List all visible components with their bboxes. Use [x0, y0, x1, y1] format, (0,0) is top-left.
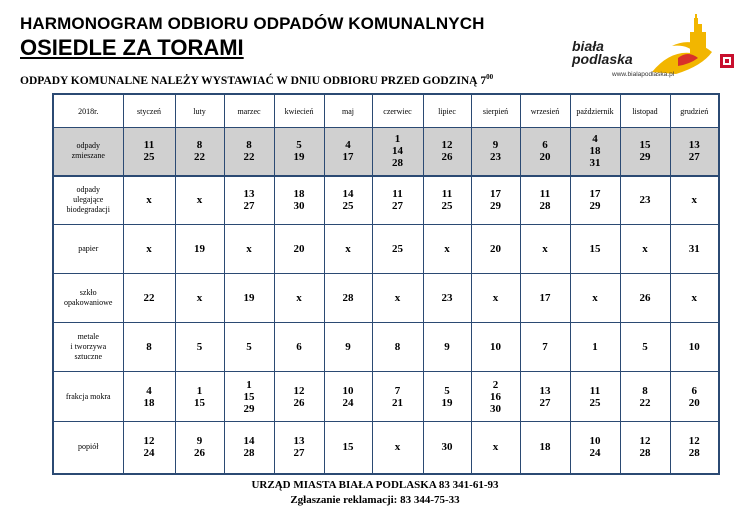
pickup-day: 27 — [293, 447, 305, 460]
month-header-cell: sierpień — [471, 94, 520, 128]
pickup-days-cell — [471, 422, 520, 474]
pickup-days-cell — [123, 274, 175, 323]
complaints-contact: Zgłaszanie reklamacji: 83 344-75-33 — [290, 494, 460, 506]
waste-type-row — [53, 372, 719, 422]
pickup-days-cell — [670, 372, 719, 422]
pickup-days-cell — [423, 372, 471, 422]
pickup-day: 22 — [243, 151, 255, 164]
pickup-day: 30 — [441, 441, 453, 454]
pickup-days-cell — [670, 225, 719, 274]
pickup-day: 1 — [246, 378, 252, 391]
pickup-day: 26 — [639, 292, 651, 304]
pickup-day: 28 — [392, 157, 403, 170]
document-title: HARMONOGRAM ODBIORU ODPADÓW KOMUNALNYCH — [20, 14, 485, 33]
pickup-days-cell — [372, 422, 423, 474]
pickup-day: 16 — [490, 390, 501, 403]
pickup-day: 28 — [688, 447, 700, 460]
pickup-day: 9 — [196, 435, 203, 448]
pickup-day: 28 — [539, 200, 551, 213]
pickup-day: 19 — [194, 243, 205, 255]
city-logo — [572, 14, 738, 82]
pickup-day: 17 — [490, 188, 501, 201]
pickup-day: 15 — [194, 396, 205, 409]
pickup-days-cell — [224, 274, 274, 323]
pickup-days-cell — [570, 128, 620, 176]
pickup-days-cell — [224, 422, 274, 474]
pickup-days-cell — [471, 323, 520, 372]
pickup-days-cell — [224, 225, 274, 274]
logo-url: www.bialapodlaska.pl — [612, 71, 675, 78]
pickup-day: 20 — [293, 243, 305, 255]
pickup-day: 13 — [243, 188, 255, 201]
pickup-days-cell — [224, 372, 274, 422]
pickup-days-cell — [372, 372, 423, 422]
pickup-days-cell — [123, 225, 175, 274]
pickup-days-cell — [620, 323, 670, 372]
pickup-day: 4 — [592, 133, 598, 146]
pickup-days-cell — [520, 128, 570, 176]
pickup-day: 15 — [342, 441, 354, 454]
pickup-day: 14 — [342, 188, 354, 201]
pickup-days-cell — [520, 323, 570, 372]
waste-type-row — [53, 422, 719, 474]
pickup-days-cell — [274, 176, 324, 225]
pickup-days-cell — [324, 323, 372, 372]
pickup-day: 28 — [243, 447, 255, 460]
pickup-days-cell — [224, 323, 274, 372]
pickup-days-cell — [324, 128, 372, 176]
pickup-day: 27 — [539, 396, 551, 409]
pickup-day: 10 — [342, 384, 354, 397]
pickup-days-cell — [423, 274, 471, 323]
pickup-days-cell — [175, 422, 224, 474]
pickup-day: 25 — [392, 243, 403, 255]
pickup-days-cell — [274, 225, 324, 274]
waste-type-row — [53, 176, 719, 225]
pickup-day: 26 — [194, 447, 205, 460]
pickup-day: 7 — [394, 384, 401, 397]
pickup-day: 5 — [246, 341, 252, 353]
pickup-day: 11 — [441, 188, 453, 201]
pickup-day: 5 — [444, 384, 450, 397]
pickup-day: 17 — [539, 292, 551, 304]
pickup-day: 12 — [688, 435, 700, 448]
pickup-day: 14 — [392, 145, 403, 158]
month-header-cell: czerwiec — [372, 94, 423, 128]
pickup-day: 13 — [539, 384, 551, 397]
pickup-days-cell — [670, 274, 719, 323]
pickup-day: 5 — [296, 139, 302, 152]
pickup-day: x — [492, 292, 499, 304]
month-header-cell: lipiec — [423, 94, 471, 128]
pickup-days-cell — [324, 225, 372, 274]
pickup-days-cell — [274, 422, 324, 474]
pickup-day: 10 — [688, 341, 700, 353]
pickup-days-cell — [620, 128, 670, 176]
pickup-day: 20 — [539, 151, 551, 164]
pickup-day: 27 — [688, 151, 700, 164]
pickup-days-cell — [175, 274, 224, 323]
pickup-days-cell — [670, 422, 719, 474]
pickup-days-cell — [123, 128, 175, 176]
pickup-day: 15 — [589, 243, 601, 255]
pickup-days-cell — [471, 274, 520, 323]
pickup-day: 6 — [691, 384, 697, 397]
logo-line-1: biała — [572, 38, 604, 54]
pickup-day: 25 — [342, 200, 354, 213]
pickup-day: 4 — [146, 384, 152, 397]
year-header-cell: 2018r. — [53, 94, 123, 128]
logo-wordmark — [572, 40, 633, 66]
waste-type-label: frakcja mokra — [53, 372, 123, 422]
pickup-day: 8 — [146, 341, 152, 353]
pickup-day: 12 — [143, 435, 155, 448]
city-office-contact: URZĄD MIASTA BIAŁA PODLASKA 83 341-61-93 — [251, 479, 499, 491]
pickup-day: 29 — [589, 200, 601, 213]
pickup-day: 12 — [293, 384, 305, 397]
pickup-day: 18 — [293, 188, 305, 201]
pickup-days-cell — [324, 422, 372, 474]
pickup-days-cell — [520, 422, 570, 474]
pickup-days-cell — [620, 372, 670, 422]
pickup-day: 10 — [490, 341, 501, 353]
waste-type-label: odpady ulegające biodegradacji — [53, 176, 123, 225]
pickup-day: 8 — [196, 139, 203, 152]
pickup-day: 10 — [589, 435, 601, 448]
pickup-day: 17 — [342, 151, 354, 164]
pickup-day: x — [296, 292, 302, 304]
pickup-day: 29 — [243, 402, 255, 415]
pickup-days-cell — [372, 225, 423, 274]
pickup-day: 2 — [492, 378, 499, 391]
pickup-day: x — [444, 243, 450, 255]
month-header-row — [53, 94, 719, 128]
waste-type-label: papier — [53, 225, 123, 274]
pickup-day: x — [246, 243, 252, 255]
waste-type-label: odpady zmieszane — [53, 128, 123, 176]
month-header-cell: grudzień — [670, 94, 719, 128]
pickup-day: 30 — [293, 200, 305, 213]
pickup-days-cell — [570, 176, 620, 225]
pickup-day: x — [394, 441, 401, 454]
pickup-days-cell — [670, 176, 719, 225]
pickup-days-cell — [224, 128, 274, 176]
waste-type-label: szkło opakowaniowe — [53, 274, 123, 323]
month-header-cell: marzec — [224, 94, 274, 128]
pickup-day: 23 — [490, 151, 501, 164]
district-title: OSIEDLE ZA TORAMI — [20, 35, 244, 60]
collection-schedule-table — [52, 93, 720, 475]
pickup-days-cell — [423, 128, 471, 176]
pickup-days-cell — [471, 176, 520, 225]
pickup-day: 20 — [490, 243, 501, 255]
pickup-day: 26 — [441, 151, 453, 164]
pickup-day: x — [146, 243, 152, 255]
pickup-days-cell — [471, 225, 520, 274]
pickup-days-cell — [372, 323, 423, 372]
pickup-day: 9 — [345, 341, 351, 353]
pickup-days-cell — [324, 176, 372, 225]
pickup-day: 1 — [592, 341, 598, 353]
pickup-days-cell — [670, 323, 719, 372]
pickup-day: 11 — [589, 384, 601, 397]
pickup-days-cell — [670, 128, 719, 176]
pickup-day: 13 — [688, 139, 700, 152]
pickup-day: 23 — [639, 194, 651, 207]
waste-type-label: metale i tworzywa sztuczne — [53, 323, 123, 372]
pickup-day: x — [492, 441, 499, 454]
month-header-cell: październik — [570, 94, 620, 128]
pickup-day: 22 — [194, 151, 205, 164]
pickup-days-cell — [520, 372, 570, 422]
pickup-day: 31 — [688, 243, 700, 255]
pickup-day: x — [196, 292, 203, 304]
pickup-day: 19 — [441, 396, 453, 409]
pickup-day: 27 — [392, 200, 403, 213]
month-header-cell: styczeń — [123, 94, 175, 128]
logo-line-2: podlaska — [572, 51, 633, 67]
pickup-day: 4 — [345, 139, 351, 152]
pickup-day: 1 — [196, 384, 203, 397]
pickup-day: 11 — [539, 188, 551, 201]
pickup-day: x — [146, 194, 152, 207]
pickup-days-cell — [274, 323, 324, 372]
pickup-day: x — [691, 194, 697, 207]
pickup-day: 8 — [642, 384, 648, 397]
pickup-day: x — [642, 243, 648, 255]
month-header-cell: listopad — [620, 94, 670, 128]
pickup-days-cell — [570, 422, 620, 474]
pickup-day: 6 — [296, 341, 302, 353]
pickup-day: 18 — [539, 441, 551, 454]
pickup-day: 28 — [342, 292, 354, 304]
pickup-days-cell — [175, 225, 224, 274]
pickup-day: 18 — [589, 145, 601, 158]
pickup-days-cell — [274, 128, 324, 176]
month-header-cell: wrzesień — [520, 94, 570, 128]
pickup-days-cell — [175, 176, 224, 225]
pickup-day: x — [345, 243, 351, 255]
pickup-day: 25 — [441, 200, 453, 213]
waste-type-row — [53, 274, 719, 323]
waste-type-label: popiół — [53, 422, 123, 474]
pickup-day: 15 — [639, 139, 651, 152]
pickup-days-cell — [372, 128, 423, 176]
pickup-days-cell — [520, 225, 570, 274]
pickup-day: x — [592, 292, 598, 304]
waste-type-row — [53, 323, 719, 372]
pickup-days-cell — [620, 422, 670, 474]
pickup-days-cell — [423, 323, 471, 372]
pickup-day: 13 — [293, 435, 305, 448]
pickup-day: 24 — [143, 447, 155, 460]
pickup-day: 31 — [589, 157, 601, 170]
pickup-day: x — [394, 292, 401, 304]
collection-notice — [20, 73, 493, 87]
pickup-days-cell — [471, 372, 520, 422]
pickup-day: 22 — [143, 292, 155, 304]
pickup-day: 11 — [392, 188, 403, 201]
pickup-day: 24 — [342, 396, 354, 409]
pickup-days-cell — [423, 422, 471, 474]
pickup-days-cell — [123, 323, 175, 372]
pickup-day: 27 — [243, 200, 255, 213]
pickup-day: 28 — [639, 447, 651, 460]
pickup-day: 23 — [441, 292, 453, 304]
pickup-day: 7 — [542, 341, 548, 353]
pickup-days-cell — [570, 274, 620, 323]
pickup-days-cell — [620, 176, 670, 225]
pickup-day: 21 — [392, 396, 403, 409]
pickup-day: 30 — [490, 402, 501, 415]
pickup-day: 19 — [293, 151, 305, 164]
pickup-day: 22 — [639, 396, 651, 409]
pickup-days-cell — [274, 274, 324, 323]
pickup-day: 24 — [589, 447, 601, 460]
pickup-day: 9 — [492, 139, 499, 152]
pickup-days-cell — [520, 274, 570, 323]
pickup-day: 11 — [143, 139, 155, 152]
pickup-days-cell — [471, 128, 520, 176]
pickup-day: 17 — [589, 188, 601, 201]
pickup-day: 9 — [444, 341, 450, 353]
pickup-day: 12 — [639, 435, 651, 448]
pickup-days-cell — [620, 274, 670, 323]
pickup-day: 26 — [293, 396, 305, 409]
pickup-day: 25 — [143, 151, 155, 164]
pickup-days-cell — [570, 372, 620, 422]
pickup-day: 1 — [394, 133, 401, 146]
month-header-cell: luty — [175, 94, 224, 128]
pickup-days-cell — [570, 323, 620, 372]
pickup-day: 5 — [196, 341, 203, 353]
month-header-cell: maj — [324, 94, 372, 128]
pickup-day: 6 — [542, 139, 548, 152]
pickup-days-cell — [224, 176, 274, 225]
pickup-days-cell — [324, 372, 372, 422]
pickup-day: 18 — [143, 396, 155, 409]
pickup-days-cell — [175, 323, 224, 372]
pickup-days-cell — [274, 372, 324, 422]
pickup-days-cell — [175, 372, 224, 422]
pickup-day: 5 — [642, 341, 648, 353]
pickup-days-cell — [423, 225, 471, 274]
pickup-day: 29 — [490, 200, 501, 213]
pickup-days-cell — [123, 176, 175, 225]
waste-type-row — [53, 128, 719, 176]
pickup-days-cell — [423, 176, 471, 225]
pickup-days-cell — [372, 274, 423, 323]
pickup-days-cell — [372, 176, 423, 225]
notice-text: ODPADY KOMUNALNE NALEŻY WYSTAWIAĆ W DNIU ODBIORU PRZED GODZINĄ 7 — [20, 74, 487, 87]
month-header-cell: kwiecień — [274, 94, 324, 128]
pickup-day: 29 — [639, 151, 651, 164]
pickup-day: 25 — [589, 396, 601, 409]
pickup-day: x — [542, 243, 548, 255]
pickup-days-cell — [123, 422, 175, 474]
waste-type-row — [53, 225, 719, 274]
pickup-day: x — [196, 194, 203, 207]
pickup-day: 12 — [441, 139, 453, 152]
pickup-days-cell — [175, 128, 224, 176]
pickup-days-cell — [324, 274, 372, 323]
notice-hour-superscript: 00 — [486, 73, 494, 81]
pickup-days-cell — [620, 225, 670, 274]
pickup-day: 19 — [243, 292, 255, 304]
pickup-day: 15 — [243, 390, 255, 403]
pickup-day: 20 — [688, 396, 700, 409]
pickup-days-cell — [123, 372, 175, 422]
pickup-days-cell — [520, 176, 570, 225]
pickup-day: 8 — [246, 139, 252, 152]
pickup-day: x — [691, 292, 697, 304]
pickup-day: 8 — [394, 341, 401, 353]
pickup-day: 14 — [243, 435, 255, 448]
pickup-days-cell — [570, 225, 620, 274]
